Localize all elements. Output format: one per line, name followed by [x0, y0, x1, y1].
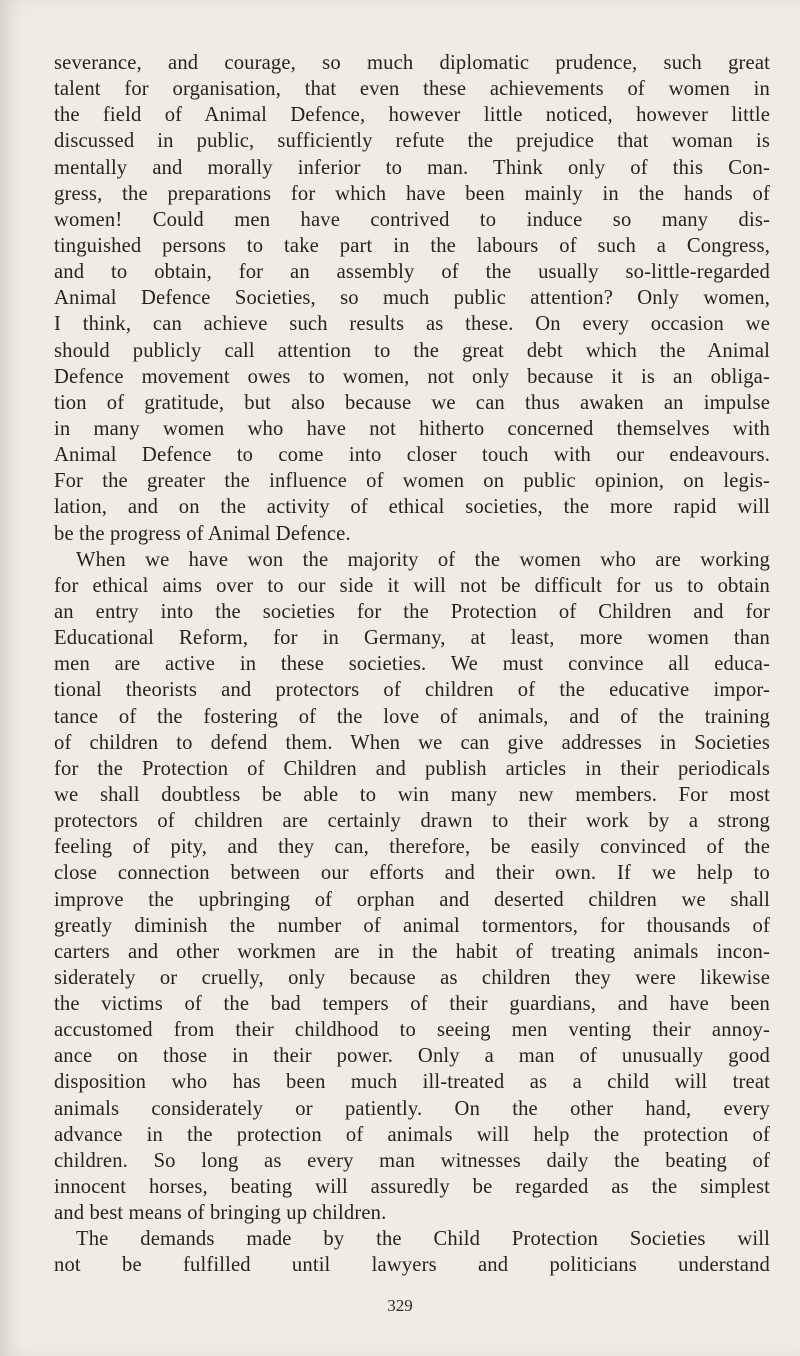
- text-line: I think, can achieve such results as these. On every occasion we: [54, 313, 770, 336]
- text-line: in many women who have not hitherto concerned themselves with: [54, 417, 770, 440]
- text-line: disposition who has been much ill-treated as a child will treat: [54, 1071, 770, 1094]
- text-line: close connection between our efforts and their own. If we help to: [54, 862, 770, 885]
- text-line: be the progress of Animal Defence.: [54, 522, 351, 545]
- text-line: carters and other workmen are in the habit of treating animals incon-: [54, 940, 770, 963]
- text-line: Defence movement owes to women, not only because it is an obliga-: [54, 365, 770, 388]
- text-line: siderately or cruelly, only because as children they were likewise: [54, 966, 770, 989]
- text-line: women! Could men have contrived to induce so many dis-: [54, 208, 770, 231]
- text-line: For the greater the influence of women on public opinion, on legis-: [54, 470, 770, 493]
- text-line: The demands made by the Child Protection Societies will: [76, 1228, 770, 1251]
- text-line: tional theorists and protectors of children of the educative impor-: [54, 679, 770, 702]
- text-line: an entry into the societies for the Protection of Children and for: [54, 600, 770, 623]
- page-number: 329: [387, 1296, 413, 1315]
- body-text: [54, 50, 770, 1279]
- text-line: talent for organisation, that even these achievements of women in: [54, 78, 770, 101]
- text-line: Educational Reform, for in Germany, at least, more women than: [54, 627, 770, 650]
- text-line: and to obtain, for an assembly of the usually so-little-regarded: [54, 261, 770, 284]
- text-line: for the Protection of Children and publish articles in their periodicals: [54, 757, 770, 780]
- text-line: the victims of the bad tempers of their guardians, and have been: [54, 993, 770, 1016]
- text-line: Animal Defence to come into closer touch with our endeavours.: [54, 444, 770, 467]
- text-line: not be fulfilled until lawyers and politicians understand: [54, 1254, 770, 1277]
- text-line: tance of the fostering of the love of animals, and of the training: [54, 705, 770, 728]
- text-line: greatly diminish the number of animal tormentors, for thousands of: [54, 914, 770, 937]
- text-line: animals considerately or patiently. On the other hand, every: [54, 1097, 770, 1120]
- text-line: tinguished persons to take part in the labours of such a Congress,: [54, 234, 770, 257]
- text-line: discussed in public, sufficiently refute the prejudice that woman is: [54, 130, 770, 153]
- paragraph: [54, 547, 770, 1227]
- text-line: tion of gratitude, but also because we can thus awaken an impulse: [54, 391, 770, 414]
- text-line: When we have won the majority of the women who are working: [76, 548, 770, 571]
- text-line: gress, the preparations for which have been mainly in the hands of: [54, 182, 770, 205]
- text-line: we shall doubtless be able to win many new members. For most: [54, 783, 770, 806]
- text-line: the field of Animal Defence, however little noticed, however little: [54, 104, 770, 127]
- text-line: severance, and courage, so much diplomatic prudence, such great: [54, 52, 770, 74]
- text-line: for ethical aims over to our side it will not be difficult for us to obtain: [54, 574, 770, 597]
- text-line: mentally and morally inferior to man. Think only of this Con-: [54, 156, 770, 179]
- paragraph: [54, 50, 770, 547]
- text-line: children. So long as every man witnesses daily the beating of: [54, 1149, 770, 1172]
- text-line: of children to defend them. When we can give addresses in Societies: [54, 731, 770, 754]
- text-line: protectors of children are certainly drawn to their work by a strong: [54, 810, 770, 833]
- text-line: lation, and on the activity of ethical societies, the more rapid will: [54, 496, 770, 519]
- text-line: feeling of pity, and they can, therefore, be easily convinced of the: [54, 836, 770, 859]
- text-line: should publicly call attention to the great debt which the Animal: [54, 339, 770, 362]
- paragraph: [54, 1226, 770, 1278]
- text-line: accustomed from their childhood to seeing men venting their annoy-: [54, 1019, 770, 1042]
- text-line: Animal Defence Societies, so much public attention? Only women,: [54, 287, 770, 310]
- text-line: and best means of bringing up children.: [54, 1202, 387, 1225]
- text-line: ance on those in their power. Only a man of unusually good: [54, 1045, 770, 1068]
- text-line: improve the upbringing of orphan and deserted children we shall: [54, 888, 770, 911]
- text-line: advance in the protection of animals will help the protection of: [54, 1123, 770, 1146]
- text-line: men are active in these societies. We must convince all educa-: [54, 653, 770, 676]
- text-line: innocent horses, beating will assuredly be regarded as the simplest: [54, 1176, 770, 1199]
